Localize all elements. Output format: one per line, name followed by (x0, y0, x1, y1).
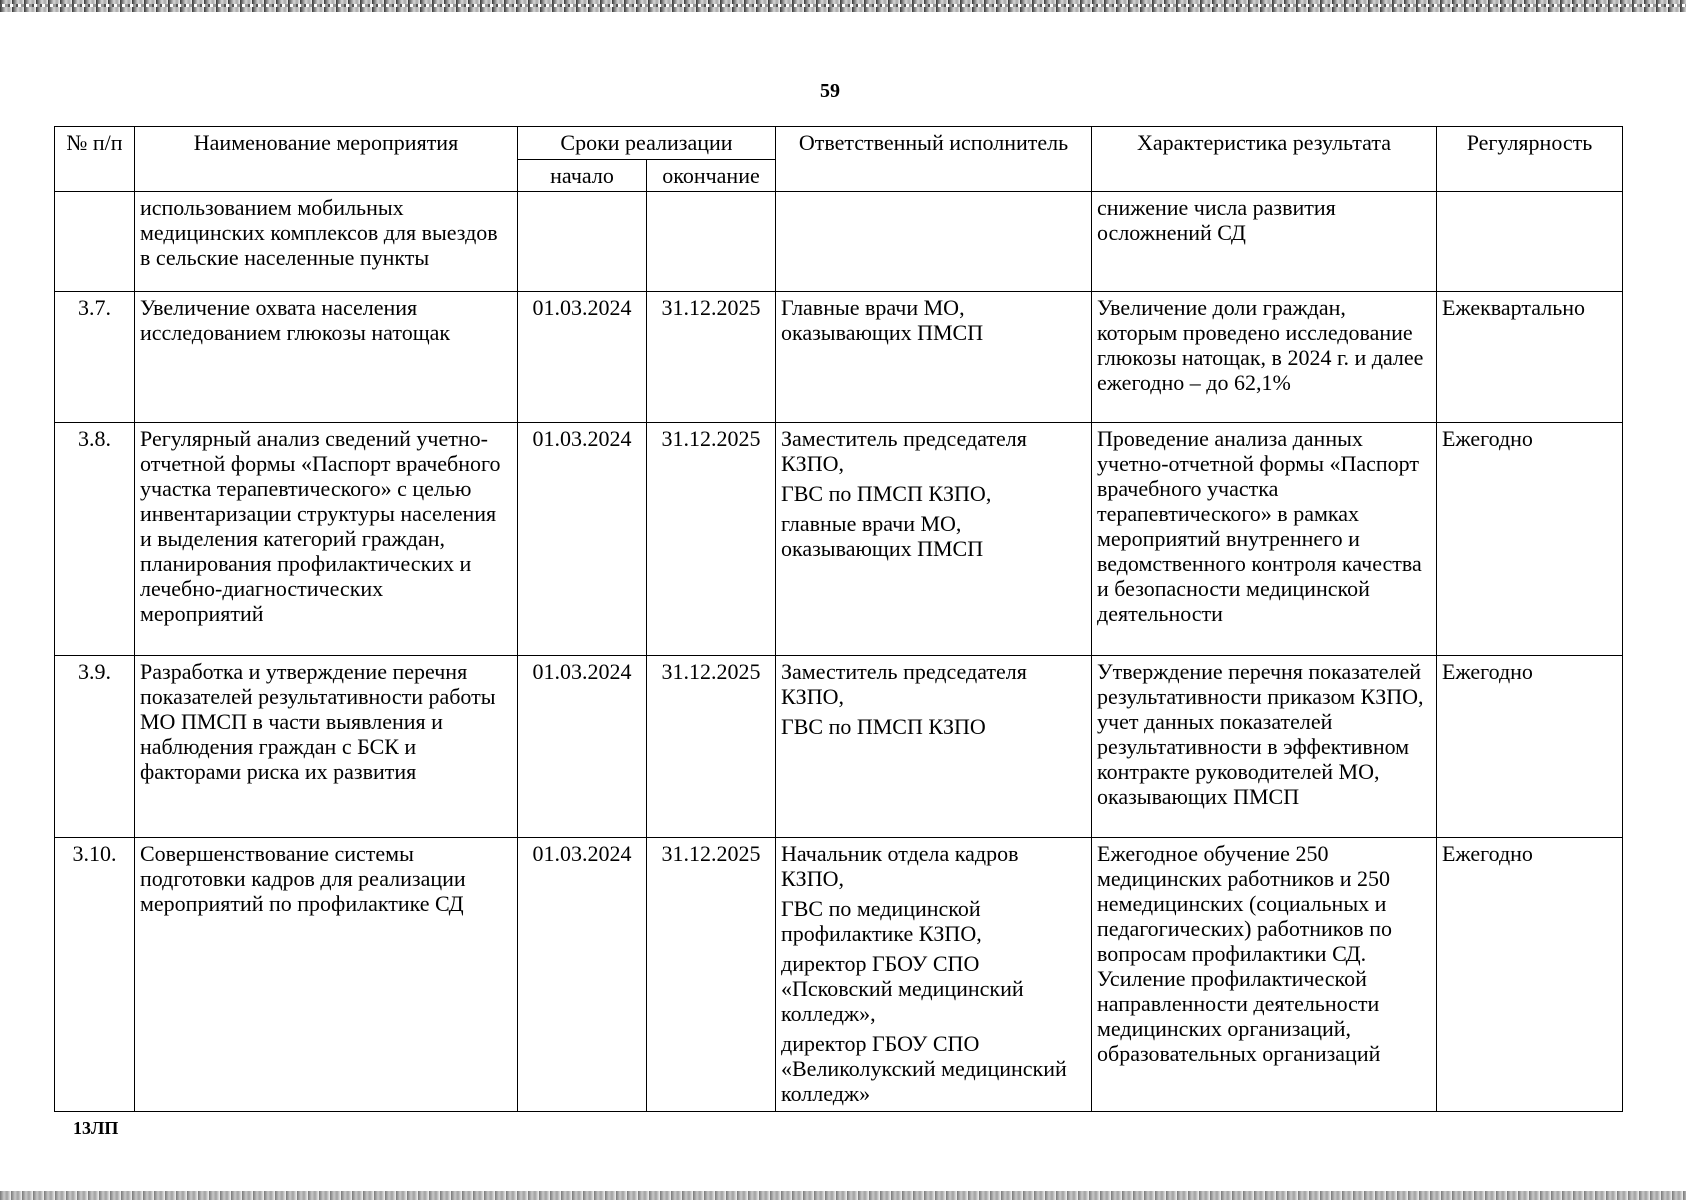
scan-edge-top (0, 0, 1686, 12)
cell-number: 3.7. (55, 292, 135, 423)
header-start: начало (518, 160, 647, 192)
responsible-line: директор ГБОУ СПО «Псковский медицинский колледж», (781, 951, 1024, 1026)
header-period: Сроки реализации (518, 127, 776, 160)
cell-regularity: Ежегодно (1437, 423, 1623, 656)
responsible-line: Заместитель председателя КЗПО, (781, 659, 1027, 709)
cell-number (55, 192, 135, 292)
responsible-line: ГВС по ПМСП КЗПО (781, 714, 986, 739)
header-end: окончание (647, 160, 776, 192)
cell-end-date: 31.12.2025 (647, 656, 776, 838)
cell-result: снижение числа развития осложнений СД (1092, 192, 1437, 292)
cell-responsible (776, 838, 1092, 1112)
cell-measure-name: Увеличение охвата населения исследованием глюкозы натощак (135, 292, 518, 423)
cell-measure-name: Регулярный анализ сведений учетно-отчетной формы «Паспорт врачебного участка терапевтического» с целью инвентаризации структуры населения и выделения категорий граждан, планирования профилактических и лечебно-диагностических мероприятий (135, 423, 518, 656)
header-name: Наименование мероприятия (135, 127, 518, 192)
cell-end-date (647, 192, 776, 292)
table-row (55, 192, 1623, 292)
cell-regularity: Ежегодно (1437, 656, 1623, 838)
header-num: № п/п (55, 127, 135, 192)
cell-end-date: 31.12.2025 (647, 423, 776, 656)
cell-result: Увеличение доли граждан, которым проведено исследование глюкозы натощак, в 2024 г. и далее ежегодно – до 62,1% (1092, 292, 1437, 423)
header-result: Характеристика результата (1092, 127, 1437, 192)
responsible-line: директор ГБОУ СПО «Великолукский медицинский колледж» (781, 1031, 1067, 1106)
table-row (55, 292, 1623, 423)
header-responsible: Ответственный исполнитель (776, 127, 1092, 192)
responsible-line: Заместитель председателя КЗПО, (781, 426, 1027, 476)
cell-number: 3.8. (55, 423, 135, 656)
cell-result: Утверждение перечня показателей результативности приказом КЗПО, учет данных показателей результативности в эффективном контракте руководителей МО, оказывающих ПМСП (1092, 656, 1437, 838)
responsible-line: ГВС по медицинской профилактике КЗПО, (781, 896, 982, 946)
cell-measure-name: Совершенствование системы подготовки кадров для реализации мероприятий по профилактике СД (135, 838, 518, 1112)
table-row (55, 838, 1623, 1112)
cell-regularity: Ежеквартально (1437, 292, 1623, 423)
cell-measure-name: использованием мобильных медицинских комплексов для выездов в сельские населенные пункты (135, 192, 518, 292)
cell-start-date: 01.03.2024 (518, 656, 647, 838)
cell-result: Проведение анализа данных учетно-отчетной формы «Паспорт врачебного участка терапевтического» в рамках мероприятий внутреннего и ведомственного контроля качества и безопасности медицинской деятельности (1092, 423, 1437, 656)
cell-measure-name: Разработка и утверждение перечня показателей результативности работы МО ПМСП в части выявления и наблюдения граждан с БСК и факторами риска их развития (135, 656, 518, 838)
cell-result: Ежегодное обучение 250 медицинских работников и 250 немедицинских (социальных и педагогических) работников по вопросам профилактики СД. Усиление профилактической направленности деятельности медицинских организаций, образовательных организаций (1092, 838, 1437, 1112)
cell-regularity (1437, 192, 1623, 292)
cell-responsible (776, 656, 1092, 838)
table-row (55, 656, 1623, 838)
cell-start-date: 01.03.2024 (518, 838, 647, 1112)
cell-start-date (518, 192, 647, 292)
cell-start-date: 01.03.2024 (518, 423, 647, 656)
measures-table (54, 126, 1623, 1112)
responsible-line: Главные врачи МО, оказывающих ПМСП (781, 295, 984, 345)
cell-start-date: 01.03.2024 (518, 292, 647, 423)
cell-regularity: Ежегодно (1437, 838, 1623, 1112)
responsible-line: Начальник отдела кадров КЗПО, (781, 841, 1019, 891)
cell-end-date: 31.12.2025 (647, 838, 776, 1112)
scan-edge-bottom (0, 1191, 1686, 1200)
responsible-line: главные врачи МО, оказывающих ПМСП (781, 511, 984, 561)
cell-end-date: 31.12.2025 (647, 292, 776, 423)
table-row (55, 423, 1623, 656)
cell-number: 3.10. (55, 838, 135, 1112)
table-body (55, 192, 1623, 1112)
cell-number: 3.9. (55, 656, 135, 838)
cell-responsible (776, 423, 1092, 656)
cell-responsible (776, 292, 1092, 423)
footer-code: 13ЛП (73, 1118, 119, 1138)
page-number: 59 (820, 80, 840, 102)
responsible-line: ГВС по ПМСП КЗПО, (781, 481, 992, 506)
header-regularity: Регулярность (1437, 127, 1623, 192)
cell-responsible (776, 192, 1092, 292)
